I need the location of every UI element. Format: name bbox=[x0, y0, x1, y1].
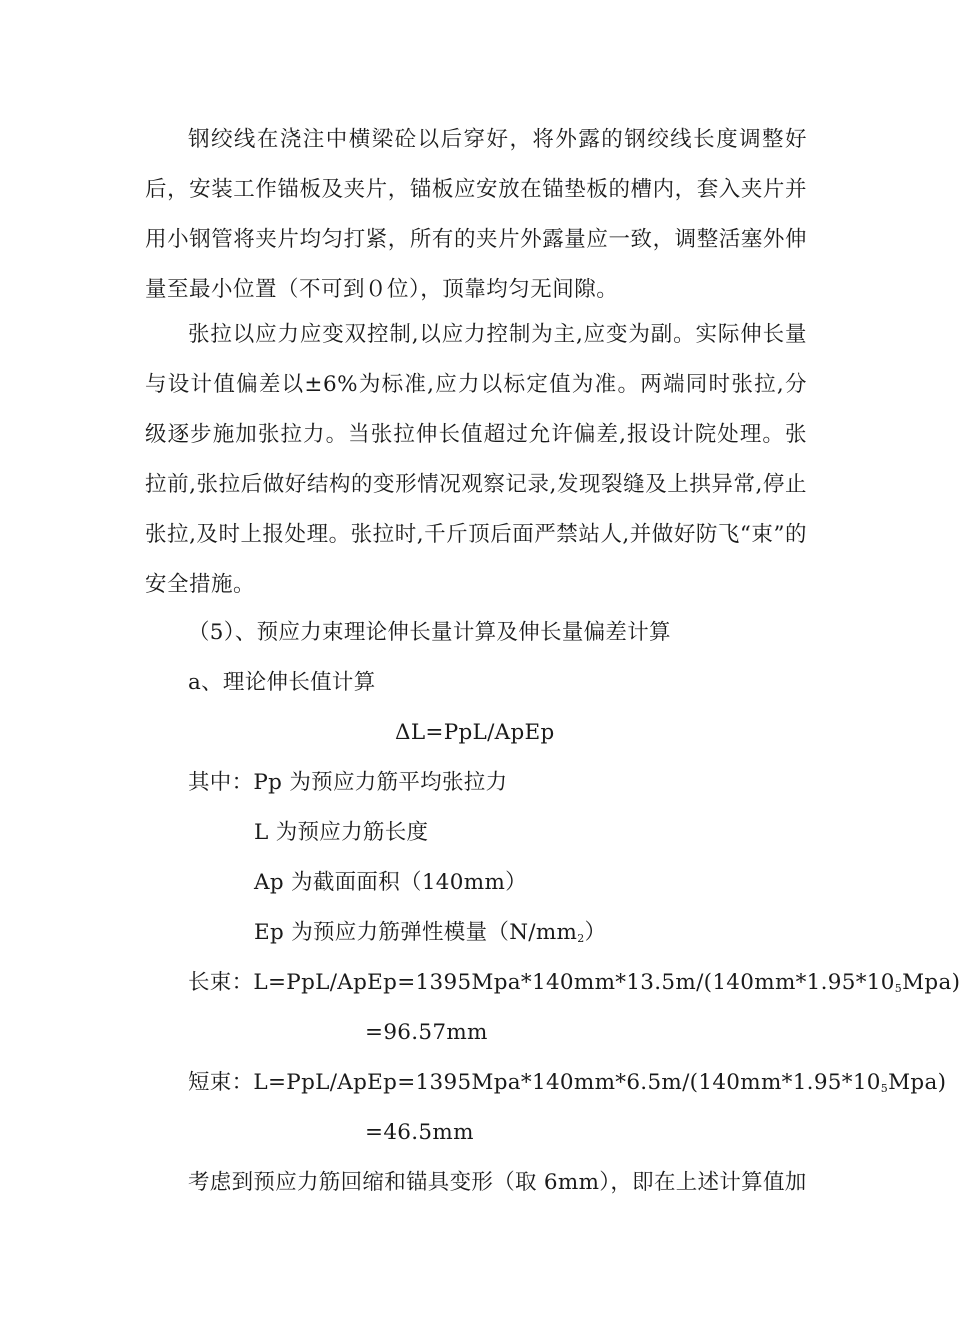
definition-ap: Ap 为截面面积（140mm） bbox=[254, 870, 527, 895]
short-tendon-exponent: 5 bbox=[880, 1082, 889, 1095]
short-tendon-expression-end: Mpa) bbox=[888, 1070, 947, 1095]
long-tendon-calculation bbox=[188, 958, 960, 1014]
definition-ep-close: ） bbox=[584, 920, 607, 945]
definition-ep bbox=[254, 908, 606, 964]
ep-unit-exponent: 2 bbox=[577, 932, 585, 945]
subsection-heading: a、理论伸长值计算 bbox=[188, 670, 376, 695]
long-tendon-exponent: 5 bbox=[894, 982, 903, 995]
short-tendon-calculation bbox=[188, 1058, 946, 1114]
short-tendon-label: 短束： bbox=[188, 1070, 254, 1095]
definition-pp bbox=[188, 758, 507, 808]
elongation-formula: ΔL=PpL/ApEp bbox=[395, 720, 555, 745]
long-tendon-label: 长束： bbox=[188, 970, 254, 995]
definition-pp-text: Pp 为预应力筋平均张拉力 bbox=[253, 770, 508, 795]
definition-l: L 为预应力筋长度 bbox=[254, 820, 429, 845]
long-tendon-expression-end: Mpa) bbox=[902, 970, 960, 995]
section-heading: （5）、预应力束理论伸长量计算及伸长量偏差计算 bbox=[188, 620, 671, 645]
paragraph-tensioning-control: 张拉以应力应变双控制,以应力控制为主,应变为副。实际伸长量与设计值偏差以±6%为标准,应力以标定值为准。两端同时张拉,分级逐步施加张拉力。当张拉伸长值超过允许偏差,报设计院处理。张拉前,张拉后做好结构的变形情况观察记录,发现裂缝及上拱异常,停止张拉,及时上报处理。张拉时,千斤顶后面严禁站人,并做好防飞“束”的安全措施。 bbox=[145, 322, 807, 597]
definition-ep-text: Ep 为预应力筋弹性模量（N/mm bbox=[254, 920, 578, 945]
long-tendon-expression: L=PpL/ApEp=1395Mpa*140mm*13.5m/(140mm*1.95*10 bbox=[253, 970, 895, 995]
short-tendon-expression: L=PpL/ApEp=1395Mpa*140mm*6.5m/(140mm*1.95*10 bbox=[253, 1070, 881, 1095]
where-prefix: 其中： bbox=[188, 770, 254, 795]
long-tendon-result: =96.57mm bbox=[365, 1020, 488, 1045]
short-tendon-result: =46.5mm bbox=[365, 1120, 474, 1145]
paragraph-anchor-deformation: 考虑到预应力筋回缩和锚具变形（取 6mm），即在上述计算值加 bbox=[188, 1170, 807, 1195]
paragraph-strand-installation: 钢绞线在浇注中横梁砼以后穿好，将外露的钢绞线长度调整好后，安装工作锚板及夹片，锚板应安放在锚垫板的槽内，套入夹片并用小钢管将夹片均匀打紧，所有的夹片外露量应一致，调整活塞外伸量至最小位置（不可到０位），顶靠均匀无间隙。 bbox=[145, 127, 807, 302]
